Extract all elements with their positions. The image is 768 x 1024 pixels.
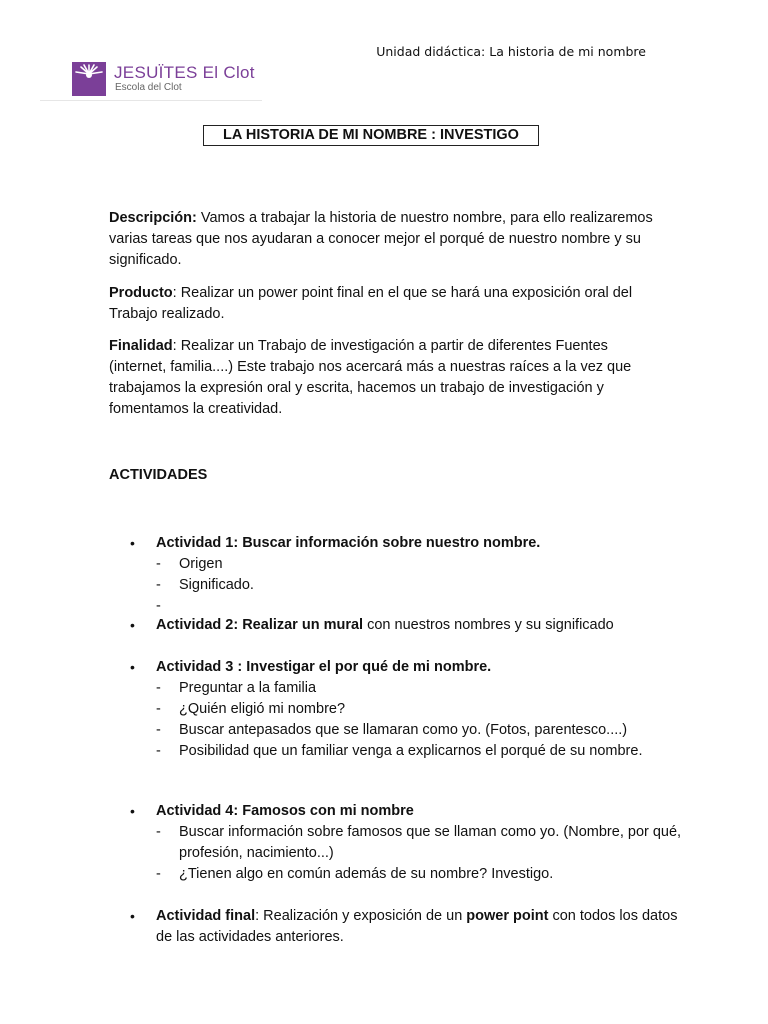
actividad-final-text-1: : Realización y exposición de un	[255, 908, 467, 924]
logo-name: JESUÏTES El Clot	[114, 63, 255, 82]
producto-label: Producto	[109, 285, 173, 301]
actividad-2-text: con nuestros nombres y su significado	[363, 617, 614, 633]
list-item: - Significado.	[156, 577, 254, 593]
actividad-final	[130, 906, 690, 948]
unit-title: Unidad didáctica: La historia de mi nombre	[376, 44, 646, 59]
jesuites-logo-icon	[72, 62, 106, 96]
descripcion-section	[109, 208, 669, 271]
bullet-icon: •	[130, 535, 135, 551]
actividades-heading: ACTIVIDADES	[109, 467, 208, 483]
bullet-icon: •	[130, 908, 135, 924]
actividad-final-text-2: con todos los datos de las actividades anteriores.	[156, 908, 678, 945]
producto-section	[109, 283, 669, 325]
actividad-final-bold: power point	[466, 908, 549, 924]
document-title-box	[203, 125, 539, 146]
finalidad-section	[109, 336, 669, 420]
finalidad-text: : Realizar un Trabajo de investigación a partir de diferentes Fuentes (internet, familia....) Este trabajo nos acercará más a nuestras raíces a la vez que trabajamos la expresión oral y escrita, hacemos un trabajo de investigación y fomentamos la creatividad.	[109, 338, 632, 417]
list-item: - Origen	[156, 556, 223, 572]
producto-text: : Realizar un power point final en el que se hará una exposición oral del Trabajo realizado.	[109, 285, 633, 322]
descripcion-text: Vamos a trabajar la historia de nuestro nombre, para ello realizaremos varias tareas que nos ayudaran a conocer mejor el porqué de nuestro nombre y su significado.	[109, 210, 653, 268]
actividad-3	[130, 657, 690, 762]
actividad-4-title: Actividad 4: Famosos con mi nombre	[156, 803, 414, 819]
actividad-2-title: Actividad 2: Realizar un mural	[156, 617, 364, 633]
list-item: - Buscar información sobre famosos que se llaman como yo. (Nombre, por qué, profesión, nacimiento...)	[156, 824, 682, 861]
bullet-icon: •	[130, 659, 135, 675]
actividad-final-title: Actividad final	[156, 908, 256, 924]
list-item: - Buscar antepasados que se llamaran como yo. (Fotos, parentesco....)	[156, 722, 628, 738]
list-item: - Posibilidad que un familiar venga a explicarnos el porqué de su nombre.	[156, 743, 643, 759]
list-item: - ¿Tienen algo en común además de su nombre? Investigo.	[156, 866, 554, 882]
actividad-1: • Actividad 1: Buscar información sobre nuestro nombre. - Origen - Significado. -	[130, 533, 690, 596]
bullet-icon: •	[130, 617, 135, 633]
list-item: - Preguntar a la familia	[156, 680, 317, 696]
actividad-4	[130, 801, 690, 885]
bullet-icon: •	[130, 803, 135, 819]
school-logo	[40, 58, 262, 101]
document-title: LA HISTORIA DE MI NOMBRE : INVESTIGO	[223, 127, 519, 143]
actividad-1-title: Actividad 1: Buscar información sobre nuestro nombre.	[156, 535, 541, 551]
finalidad-label: Finalidad	[109, 338, 173, 354]
actividad-3-title: Actividad 3 : Investigar el por qué de mi nombre.	[156, 659, 492, 675]
descripcion-label: Descripción:	[109, 210, 197, 226]
logo-subtitle: Escola del Clot	[115, 82, 182, 93]
list-item: - ¿Quién eligió mi nombre?	[156, 701, 346, 717]
actividad-2	[130, 615, 690, 636]
